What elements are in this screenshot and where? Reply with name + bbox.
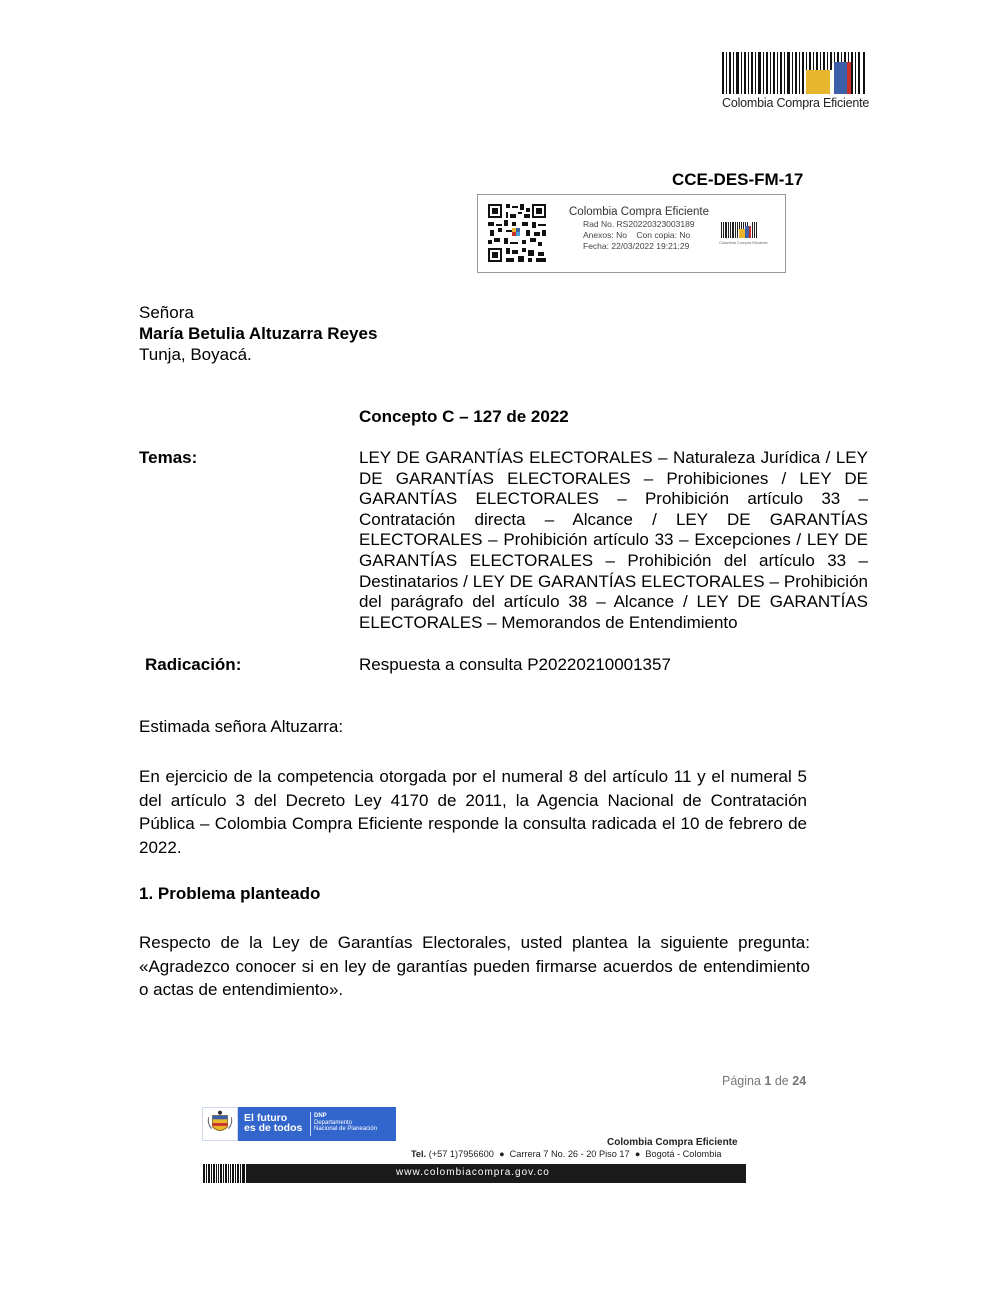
dnp-label: DNP Departamento Nacional de Planeación [314,1113,378,1132]
recipient-city: Tunja, Boyacá. [139,345,252,364]
coat-of-arms-icon [202,1107,238,1141]
section-1-title: 1. Problema planteado [139,884,321,903]
footer-address: Tel. (+57 1)7956600 ● Carrera 7 No. 26 - 20 Piso 17 ● Bogotá - Colombia [411,1149,722,1159]
footer-org: Colombia Compra Eficiente [607,1137,738,1148]
stamp-mini-logo-text: Colombia Compra Eficiente [719,240,768,245]
colombia-compra-logo [718,52,870,112]
recipient-salutation: Señora [139,303,194,322]
qr-code-icon [488,204,546,262]
section-1-text: Respecto de la Ley de Garantías Electorales, usted plantea la siguiente pregunta: «Agradezco conocer si en ley de garantías pueden firmarse acuerdos de entendimiento o actas de entendimiento». [139,933,810,1000]
barcode-logo-icon [722,52,866,94]
stamp-annex: Anexos: No Con copia: No [583,230,691,240]
stamp-org: Colombia Compra Eficiente [569,206,709,218]
form-code: CCE-DES-FM-17 [672,170,804,189]
footer-url[interactable]: www.colombiacompra.gov.co [396,1167,550,1178]
concept-title: Concepto C – 127 de 2022 [359,407,569,426]
stamp-rad: Rad No. RS20220323003189 [583,219,695,229]
intro-paragraph: En ejercicio de la competencia otorgada por el numeral 8 del artículo 11 y el numeral 5 del artículo 3 del Decreto Ley 4170 de 2011, la Agencia Nacional de Contratación Pública – Colombia Compra Eficiente responde la consulta radicada el 10 de febrero de 2022. [139,767,807,858]
topics-label: Temas: [139,448,198,467]
recipient-name: María Betulia Altuzarra Reyes [139,324,378,343]
radicacion-value: Respuesta a consulta P20220210001357 [359,655,671,674]
page-number: Página 1 de 24 [722,1074,807,1088]
stamp-barcode-icon [721,222,757,238]
registration-stamp [477,194,786,273]
gov-slogan: El futuro es de todos [244,1112,303,1134]
greeting: Estimada señora Altuzarra: [139,717,344,736]
gov-divider [310,1112,311,1136]
topics-text: LEY DE GARANTÍAS ELECTORALES – Naturaleza Jurídica / LEY DE GARANTÍAS ELECTORALES – Prohibiciones / LEY DE GARANTÍAS ELECTORALES – Prohibición artículo 33 – Contratación directa – Alcance / LEY DE GARANTÍAS ELECTORALES – Prohibición artículo 33 – Excepciones / LEY DE GARANTÍAS ELECTORALES – Prohibición del artículo 33 – Destinatarios / LEY DE GARANTÍAS ELECTORALES – Prohibición del parágrafo del artículo 38 – Alcance / LEY DE GARANTÍAS ELECTORALES – Memorandos de Entendimiento [359,448,868,632]
footer-url-bar [246,1164,746,1183]
footer-barcode-icon [203,1164,245,1183]
stamp-date: Fecha: 22/03/2022 19:21:29 [583,241,690,251]
gov-banner [202,1107,396,1141]
logo-text: Colombia Compra Eficiente [722,96,870,110]
radicacion-label: Radicación: [145,655,242,674]
